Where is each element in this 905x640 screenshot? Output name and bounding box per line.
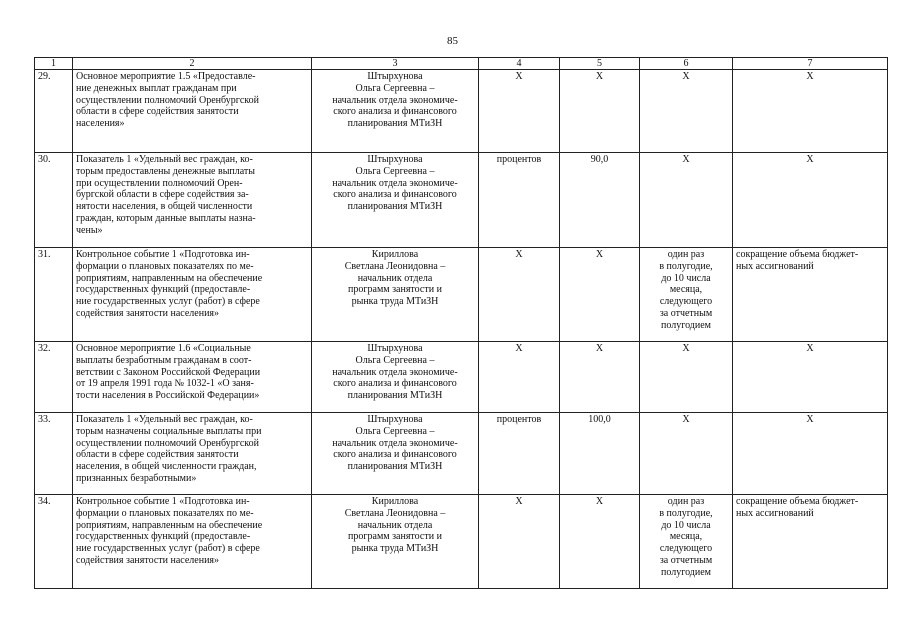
col-header-1: 1 [35,58,73,70]
row-risk: Х [733,70,888,153]
table-row [35,413,888,495]
row-description: Контрольное событие 1 «Подготовка ин- формации о плановых показателях по ме- роприятиям, направленным на обеспечение государственных функций (предоставле- ние государственных услуг (работ) в сфере содействия занятости населения» [73,495,312,589]
row-responsible: Штырхунова Ольга Сергеевна – начальник отдела экономиче- ского анализа и финансового планирования МТиЗН [312,413,479,495]
page-number: 85 [447,35,458,47]
row-unit: процентов [479,413,560,495]
row-unit: Х [479,495,560,589]
row-description: Показатель 1 «Удельный вес граждан, ко- торым назначены социальные выплаты при осуществлении полномочий Оренбургской области в сфере содействия занятости населения, в общей численности граждан, признанных безработными» [73,413,312,495]
row-description: Контрольное событие 1 «Подготовка ин- формации о плановых показателях по ме- роприятиям, направленным на обеспечение государственных функций (предоставле- ние государственных услуг (работ) в сфере содействия занятости населения» [73,248,312,342]
col-header-3: 3 [312,58,479,70]
row-risk: сокращение объема бюджет- ных ассигнований [733,248,888,342]
row-responsible: Штырхунова Ольга Сергеевна – начальник отдела экономиче- ского анализа и финансового планирования МТиЗН [312,70,479,153]
row-responsible: Кириллова Светлана Леонидовна – начальник отдела программ занятости и рынка труда МТиЗН [312,495,479,589]
col-header-4: 4 [479,58,560,70]
table-row [35,495,888,589]
row-description: Основное мероприятие 1.5 «Предоставле- ние денежных выплат гражданам при осуществлении полномочий Оренбургской области в сфере содействия занятости населения» [73,70,312,153]
col-header-6: 6 [640,58,733,70]
row-value: Х [560,70,640,153]
row-value: 100,0 [560,413,640,495]
row-unit: Х [479,248,560,342]
row-number: 32. [35,342,73,413]
row-risk: сокращение объема бюджет- ных ассигнований [733,495,888,589]
row-deadline: один раз в полугодие, до 10 числа месяца, следующего за отчетным полугодием [640,495,733,589]
row-number: 34. [35,495,73,589]
row-value: Х [560,495,640,589]
row-deadline: Х [640,342,733,413]
col-header-5: 5 [560,58,640,70]
row-responsible: Кириллова Светлана Леонидовна – начальник отдела программ занятости и рынка труда МТиЗН [312,248,479,342]
table-row [35,248,888,342]
row-value: Х [560,248,640,342]
row-risk: Х [733,153,888,248]
row-unit: Х [479,70,560,153]
row-number: 29. [35,70,73,153]
table-row [35,70,888,153]
table-row [35,153,888,248]
row-value: Х [560,342,640,413]
row-risk: Х [733,342,888,413]
col-header-7: 7 [733,58,888,70]
row-unit: Х [479,342,560,413]
row-deadline: Х [640,413,733,495]
row-number: 33. [35,413,73,495]
row-value: 90,0 [560,153,640,248]
row-deadline: Х [640,153,733,248]
header-row [35,58,888,70]
row-description: Основное мероприятие 1.6 «Социальные выплаты безработным гражданам в соот- ветствии с Законом Российской Федерации от 19 апреля 1991 года № 1032-1 «О заня- тости населения в Российской Федерации» [73,342,312,413]
row-deadline: Х [640,70,733,153]
table-row [35,342,888,413]
row-responsible: Штырхунова Ольга Сергеевна – начальник отдела экономиче- ского анализа и финансового планирования МТиЗН [312,342,479,413]
col-header-2: 2 [73,58,312,70]
row-risk: Х [733,413,888,495]
row-deadline: один раз в полугодие, до 10 числа месяца, следующего за отчетным полугодием [640,248,733,342]
measures-table [34,57,888,589]
row-responsible: Штырхунова Ольга Сергеевна – начальник отдела экономиче- ского анализа и финансового планирования МТиЗН [312,153,479,248]
row-number: 31. [35,248,73,342]
row-number: 30. [35,153,73,248]
row-unit: процентов [479,153,560,248]
row-description: Показатель 1 «Удельный вес граждан, ко- торым предоставлены денежные выплаты при осуществлении полномочий Орен- бургской области в сфере содействия за- нятости населения, в общей численности граждан, которым данные выплаты назна- чены» [73,153,312,248]
